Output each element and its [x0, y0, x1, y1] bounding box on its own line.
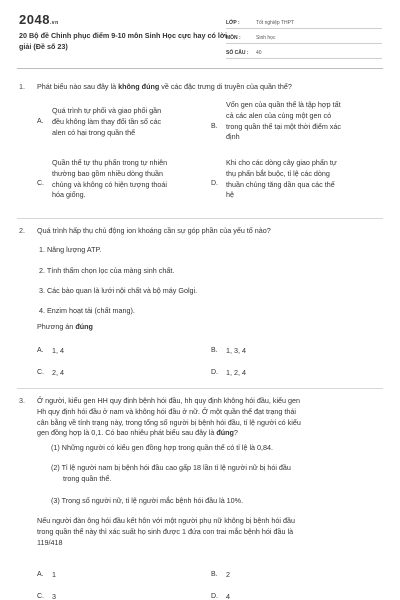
option-text: 1, 2, 4: [226, 368, 246, 377]
option-line: đều không làm thay đổi tần số các: [52, 116, 162, 126]
meta-key: SỐ CÂU :: [226, 50, 249, 56]
meta-row-subject: [226, 29, 382, 44]
option-text: 4: [226, 592, 230, 600]
question-1: [19, 82, 385, 93]
option-c[interactable]: [37, 592, 157, 600]
site-logo[interactable]: [19, 12, 59, 27]
meta-table: [226, 14, 382, 59]
option-line: hóa giống.: [52, 190, 86, 200]
statement-1: [51, 443, 273, 454]
statement-line: (1) Những người có kiểu gen đồng hợp trong quần thể có tỉ lệ là 0,84.: [51, 443, 274, 452]
list-item: 4. Enzim hoạt tải (chất mang).: [39, 306, 135, 315]
list-item: 3. Các bào quan là lưới nội chất và bộ máy Golgi.: [39, 286, 198, 295]
statement-3: [51, 496, 243, 507]
question-2: [19, 226, 385, 237]
option-line: Vốn gen của quần thể là tập hợp tất: [226, 100, 341, 109]
option-line: alen có hại trong quần thể: [52, 127, 136, 137]
question-text: [37, 396, 385, 439]
statement-2: [51, 463, 291, 485]
question-emphasis: đúng: [216, 428, 234, 438]
list-item: 2. Tính thấm chọn lọc của màng sinh chất.: [39, 266, 175, 275]
option-line: thụ phấn bắt buộc, tỉ lệ các dòng: [226, 168, 330, 178]
option-label: A.: [37, 347, 44, 354]
document-header: [0, 0, 400, 66]
question-line: Hh quy định hói đầu ở nam và không hói đầu ở nữ. Ở một quần thể đạt trạng thái: [37, 406, 296, 416]
statement-line: (2) Tỉ lệ người nam bị bệnh hói đầu cao gấp 18 lần tỉ lệ người nữ bị hói đầu: [51, 463, 291, 472]
option-a[interactable]: [37, 570, 157, 581]
option-d[interactable]: [211, 368, 331, 379]
meta-key: MÔN :: [226, 35, 241, 41]
question-line: cân bằng về tính trạng này, trong tổng số người bị bệnh hói đầu, tỉ lệ người có kiểu: [37, 417, 301, 427]
question-text-part: về các đặc trưng di truyền của quần thể?: [159, 82, 292, 91]
option-text: [52, 106, 161, 138]
option-label: C.: [37, 180, 44, 187]
option-text: [52, 158, 167, 201]
option-c[interactable]: [37, 158, 207, 206]
option-label: B.: [211, 571, 218, 578]
option-line: Khi cho các dòng cây giao phấn tự: [226, 158, 337, 167]
option-a[interactable]: [37, 346, 157, 357]
option-label: D.: [211, 180, 218, 187]
question-divider: [17, 218, 383, 219]
option-label: B.: [211, 347, 218, 354]
option-b[interactable]: [211, 570, 331, 581]
option-text: 2, 4: [52, 368, 64, 377]
option-text: 1, 3, 4: [226, 346, 246, 355]
meta-value: 40: [256, 50, 262, 56]
question-text: [37, 82, 385, 93]
option-d[interactable]: [211, 592, 331, 600]
question-text-part: Phát biểu nào sau đây là: [37, 82, 119, 91]
meta-row-count: [226, 44, 382, 59]
option-line: thường bao gồm nhiều dòng thuần: [52, 168, 164, 178]
list-item: 1. Năng lượng ATP.: [39, 245, 102, 254]
option-label: C.: [37, 593, 44, 600]
option-line: Quá trình tự phối và giao phối gần: [52, 106, 162, 115]
prompt-text: Phương án: [37, 322, 76, 331]
option-d[interactable]: [211, 158, 386, 206]
option-line: cả các alen của cùng một gen có: [226, 110, 332, 120]
meta-value: Sinh học: [256, 35, 276, 41]
option-line: trong quần thể tại một thời điểm xác: [226, 121, 341, 131]
question-text: Quá trình hấp thụ chủ động ion khoáng cần sự góp phần của yếu tố nào?: [37, 226, 271, 235]
meta-value: Tốt nghiệp THPT: [256, 20, 294, 26]
option-text: 2: [226, 570, 230, 579]
option-label: A.: [37, 118, 44, 125]
option-text: [226, 100, 341, 143]
logo-main: 2048: [19, 12, 50, 27]
option-text: [226, 158, 337, 201]
option-line: định: [226, 132, 240, 142]
question-text-part: ?: [233, 428, 238, 438]
question-number: 3.: [19, 396, 25, 405]
extra-line: 119/418: [37, 537, 63, 547]
extra-line: Nếu người đàn ông hói đầu kết hôn với một người phụ nữ không bị bệnh hói đầu: [37, 516, 295, 525]
option-line: thuần chủng tăng dần qua các thế: [226, 179, 335, 189]
prompt-emphasis: đúng: [75, 322, 93, 331]
statement-line: (3) Trong số người nữ, tỉ lệ người mắc bệnh hói đầu là 10%.: [51, 496, 244, 505]
option-b[interactable]: [211, 346, 331, 357]
option-label: C.: [37, 369, 44, 376]
option-line: Quần thể tự thụ phấn trong tự nhiên: [52, 158, 168, 167]
option-label: D.: [211, 593, 218, 600]
question-number: 1.: [19, 82, 25, 91]
option-b[interactable]: [211, 100, 386, 148]
logo-suffix: .vn: [49, 20, 59, 26]
option-label: A.: [37, 571, 44, 578]
extra-line: trong quần thể này thì xác suất họ sinh được 1 đứa con trai mắc bệnh hói đầu là: [37, 526, 294, 536]
option-line: chủng và không có hiện tượng thoái: [52, 179, 168, 189]
question-3: [19, 396, 385, 439]
question-emphasis: không đúng: [118, 82, 160, 91]
option-label: B.: [211, 123, 218, 130]
option-a[interactable]: [37, 106, 202, 150]
question-line: [37, 428, 385, 439]
option-text: 1: [52, 570, 56, 579]
option-c[interactable]: [37, 368, 157, 379]
question-text-part: gen đồng hợp là 0,1. Có bao nhiêu phát biểu sau đây là: [37, 428, 217, 438]
option-label: D.: [211, 369, 218, 376]
question-number: 2.: [19, 226, 25, 235]
option-text: 3: [52, 592, 56, 600]
question-divider: [17, 388, 383, 389]
meta-row-class: [226, 14, 382, 29]
statement-line: trong quần thể.: [63, 473, 112, 483]
extra-statement: [37, 516, 295, 548]
question-line: Ở người, kiểu gen HH quy định bệnh hói đầu, hh quy định không hói đầu, kiểu gen: [37, 396, 301, 405]
document-title: 20 Bộ đề Chinh phục điểm 9-10 môn Sinh Học cực hay có lời giải (Đề số 23): [19, 31, 228, 51]
option-text: 1, 4: [52, 346, 64, 355]
meta-key: LỚP :: [226, 20, 240, 26]
header-divider: [17, 68, 383, 69]
option-line: hệ: [226, 190, 234, 200]
answer-prompt: [37, 322, 93, 333]
